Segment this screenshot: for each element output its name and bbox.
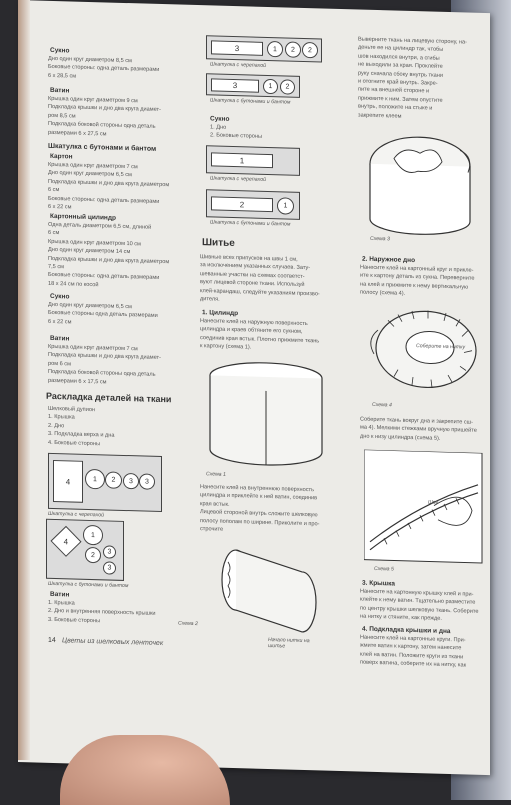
section-title: 3. Крышка bbox=[362, 579, 396, 588]
text-line: шеванные участки на схемах соответст- bbox=[200, 270, 305, 280]
text-line: закрепите клеем bbox=[358, 112, 402, 120]
text-line: Подкладка крышки и дно два круга диамет- bbox=[48, 352, 161, 362]
list-item: 2. Дно bbox=[48, 422, 65, 430]
section-title: Картонный цилиндр bbox=[50, 212, 116, 222]
text-line: ром 6 см bbox=[48, 360, 71, 368]
text-line: ром 8,5 см bbox=[48, 112, 76, 120]
text-block bbox=[48, 95, 198, 141]
text-block bbox=[360, 264, 485, 301]
text-block bbox=[360, 416, 485, 445]
figure-caption: Шкатулка с черепахой bbox=[48, 510, 104, 519]
text-line: 6 x 22 см bbox=[48, 318, 72, 326]
section-title: Сукно bbox=[210, 115, 230, 123]
text-line: Дно один круг диаметром 14 см bbox=[48, 247, 131, 256]
list-item: 3. Подкладка верха и дна bbox=[48, 431, 115, 439]
text-line: полосу (схема 4). bbox=[360, 289, 406, 298]
text-line: Выверните ткань на лицевую сторону, на- bbox=[358, 36, 467, 46]
text-block bbox=[48, 221, 198, 292]
layout-diagram-bow bbox=[46, 519, 124, 581]
text-block bbox=[48, 301, 198, 330]
text-line: Нанесите клей на наружную поверхность bbox=[200, 318, 308, 328]
text-line: по центру крышки шелковую ткань. Соберите bbox=[360, 605, 479, 615]
figure-caption: Шкатулка с бутонами и бантом bbox=[210, 219, 291, 228]
piece-circle: 2 bbox=[285, 41, 301, 57]
text-line: жмите ватин к картону, затем нанесите bbox=[360, 642, 462, 652]
book-spine bbox=[18, 0, 30, 760]
piece-side: 3 bbox=[211, 78, 259, 92]
figure-note: Шов bbox=[428, 499, 439, 506]
book-page bbox=[18, 0, 490, 775]
layout-diagram-felt-turtle-2 bbox=[206, 145, 300, 176]
footer-title: Цветы из шелковых ленточек bbox=[62, 637, 164, 648]
text-line: Крышка один круг диаметром 10 см bbox=[48, 238, 141, 248]
fabric-tube-illustration bbox=[214, 539, 324, 642]
text-block bbox=[200, 483, 345, 537]
section-title: Ватин bbox=[50, 334, 70, 343]
piece-circle: 2 bbox=[105, 471, 122, 488]
text-line: клей-карандаш, следуйте указаниям произво- bbox=[200, 287, 320, 298]
piece-circle: 1 bbox=[263, 79, 278, 94]
text-line: Шивные всех припусков на швы 1 см, bbox=[200, 254, 298, 263]
piece-circle: 2 bbox=[280, 79, 295, 94]
text-block bbox=[200, 317, 345, 355]
text-line: руку сначала сбоку внутрь ткани bbox=[358, 70, 443, 79]
text-line: 6 см bbox=[48, 187, 60, 194]
piece-circle: 1 bbox=[267, 41, 283, 57]
text-line: за исключением указанных случаев. Зату- bbox=[200, 262, 311, 272]
piece-circle: 1 bbox=[277, 197, 294, 214]
piece-circle: 3 bbox=[123, 473, 139, 489]
section-title: Сукно bbox=[50, 292, 70, 301]
piece-label: 4 bbox=[63, 536, 69, 546]
section-title: Сукно bbox=[50, 46, 70, 55]
piece-circle: 3 bbox=[139, 473, 155, 489]
piece-circle: 1 bbox=[83, 525, 103, 546]
text-line: Боковые стороны: одна деталь размерами bbox=[48, 195, 160, 205]
text-line: Одна деталь диаметром 6,5 см, длиной bbox=[48, 221, 152, 231]
layout-diagram-felt-bow-2 bbox=[206, 189, 300, 220]
list-item: 1. Крышка bbox=[48, 414, 75, 421]
piece-circle: 3 bbox=[103, 561, 116, 574]
text-line: Соберите ткань вокруг дна и закрепите сш- bbox=[360, 416, 474, 426]
text-line: цилиндра и приклейте к ней ватин, соединив bbox=[200, 492, 318, 502]
figure-caption: Шкатулка с черепахой bbox=[210, 61, 266, 69]
text-line: к картону (схема 1). bbox=[200, 343, 252, 351]
section-title: 1. Цилиндр bbox=[202, 309, 239, 318]
layout-diagram-turtle bbox=[48, 453, 162, 512]
text-line: деньте ее на цилиндр так, чтобы bbox=[358, 44, 444, 54]
text-line: 6 см bbox=[48, 230, 60, 237]
text-block bbox=[358, 35, 483, 123]
text-line: Лицевой стороной внутрь сложите шелковую bbox=[200, 509, 318, 519]
text-line: Крышка один круг диаметром 7 см bbox=[48, 343, 138, 353]
text-line: Крышка один круг диаметром 7 см bbox=[48, 161, 138, 171]
text-line: внутрь, положите на стыке и bbox=[358, 103, 433, 112]
text-line: Нанесите клей на картонный круг и прикле- bbox=[360, 264, 474, 274]
text-block bbox=[360, 588, 490, 625]
text-line: 6 x 28,5 см bbox=[48, 72, 77, 80]
text-line: Дно один круг диаметром 8,5 см bbox=[48, 55, 132, 65]
scheme4-illustration bbox=[368, 300, 483, 403]
text-line: дителя. bbox=[200, 296, 220, 303]
text-line: Дно один круг диаметром 6,5 см bbox=[48, 170, 132, 179]
section-title: 4. Подкладка крышки и дна bbox=[362, 625, 451, 636]
piece-diamond bbox=[50, 526, 81, 557]
piece-side: 3 bbox=[211, 40, 263, 55]
text-line: Крышка один круг диаметром 9 см bbox=[48, 95, 138, 105]
piece-side: 2 bbox=[211, 196, 273, 212]
layout-diagram-felt-bow bbox=[206, 73, 300, 98]
text-line: Подкладка крышки и дно два круга диаметром bbox=[48, 255, 170, 265]
text-line: Подкладка крышки и дно два круга диамет- bbox=[48, 104, 161, 114]
text-line: Подкладка крышки и дно два круга диаметром bbox=[48, 178, 170, 189]
text-line: Дно один круг диаметром 6,5 см bbox=[48, 301, 132, 311]
text-line: на клей и прижмите к нему вертикальную bbox=[360, 281, 469, 291]
text-line: вуют лицевой стороне ткани. Используй bbox=[200, 279, 305, 289]
text-line: 18 x 24 см по косой bbox=[48, 280, 99, 289]
text-line: цилиндра и краев обтяните его сукном, bbox=[200, 326, 303, 336]
text-line: клей на ватин. Положите круги из ткани bbox=[360, 651, 464, 661]
figure-caption: Шкатулка с черепахой bbox=[210, 175, 266, 183]
text-line: дно к низу цилиндра (схема 5). bbox=[360, 433, 441, 442]
text-line: 2. Дно и внутренняя поверхность крышки bbox=[48, 608, 156, 618]
text-line: 3. Боковые стороны bbox=[48, 616, 101, 625]
text-line: пите на внешней стороне и bbox=[358, 86, 430, 95]
text-line: размерами 6 x 27,5 см bbox=[48, 129, 107, 138]
cylinder-illustration bbox=[206, 357, 326, 470]
text-line: полосу пополам по ширине. Приколите и про- bbox=[200, 517, 320, 528]
heading: Шкатулка с бутонами и бантом bbox=[48, 142, 157, 153]
piece-circle: 1 bbox=[85, 469, 105, 490]
piece-circle: 2 bbox=[85, 547, 101, 563]
text-line: размерами 6 x 17,5 см bbox=[48, 377, 107, 386]
figure-caption: Схема 2 bbox=[178, 620, 198, 628]
section-title: 2. Наружное дно bbox=[362, 255, 416, 265]
text-line: ма 4). Мелкими стежками вручную пришейте bbox=[360, 424, 477, 435]
figure-note: Соберите на нитку bbox=[416, 343, 466, 351]
figure-caption: Схема 5 bbox=[374, 565, 394, 573]
text-line: шов находился внутри, а сгибы bbox=[358, 53, 440, 62]
text-line: 1. Крышка bbox=[48, 599, 75, 607]
text-line: поверх ватина, соберите их на нитку, как bbox=[360, 659, 467, 669]
piece-side: 4 bbox=[53, 460, 83, 503]
piece-circle: 3 bbox=[103, 545, 116, 558]
list-title: Шелковый дупион bbox=[48, 405, 96, 414]
text-line: и отогните край внутрь. Закре- bbox=[358, 78, 438, 87]
text-line: соединив края встык. Плотно прижмите ткань bbox=[200, 334, 320, 345]
layout-diagram-felt-turtle bbox=[206, 35, 322, 62]
figure-caption: Схема 1 bbox=[206, 471, 226, 478]
list-item: 4. Боковые стороны bbox=[48, 439, 101, 447]
figure-caption: Шкатулка с бутонами и бантом bbox=[210, 97, 291, 106]
scheme3-illustration bbox=[364, 124, 484, 237]
text-line: 2. Боковые стороны bbox=[210, 132, 263, 141]
text-line: Боковые стороны: одна деталь размерами bbox=[48, 64, 160, 74]
text-block bbox=[48, 599, 198, 628]
figure-caption: Схема 3 bbox=[370, 235, 390, 243]
figure-note: Начало нитки на шитье bbox=[268, 636, 310, 650]
list-block bbox=[48, 405, 198, 451]
text-block bbox=[200, 253, 345, 307]
heading: Раскладка деталей на ткани bbox=[46, 390, 172, 405]
text-line: 7,5 см bbox=[48, 263, 64, 271]
heading: Шитье bbox=[202, 237, 235, 250]
text-line: не выходили за края. Проклейте bbox=[358, 61, 443, 71]
text-line: Подкладка боковой стороны одна деталь bbox=[48, 121, 156, 131]
section-title: Картон bbox=[50, 152, 73, 161]
section-title: Ватин bbox=[50, 590, 70, 599]
text-block bbox=[48, 55, 198, 84]
text-line: ите к картону деталь из сукна. Переверните bbox=[360, 272, 475, 283]
text-line: 1. Дно bbox=[210, 124, 227, 131]
text-line: Подкладка боковой стороны одна деталь bbox=[48, 369, 156, 379]
figure-caption: Схема 4 bbox=[372, 401, 392, 409]
text-line: Нанесите клей на внутреннюю поверхность bbox=[200, 484, 314, 494]
piece-side: 1 bbox=[211, 152, 273, 168]
text-line: Нанесите на картонную крышку клей и при- bbox=[360, 588, 474, 598]
piece-circle: 2 bbox=[302, 42, 318, 58]
figure-caption: Шкатулка с бутонами и бантом bbox=[48, 580, 129, 590]
text-line: на нитку и стяните, как прежде. bbox=[360, 613, 442, 623]
section-title: Ватин bbox=[50, 86, 70, 95]
text-line: Нанесите клей на картонные круги. При- bbox=[360, 634, 466, 644]
text-line: строчите bbox=[200, 526, 224, 533]
text-block bbox=[210, 123, 320, 143]
text-block bbox=[360, 634, 490, 671]
text-line: прижмите к ним. Затем опустите bbox=[358, 95, 443, 104]
text-block bbox=[48, 343, 198, 389]
text-line: Боковые стороны одна деталь размерами bbox=[48, 310, 158, 320]
scheme5-illustration bbox=[364, 450, 484, 565]
text-line: клейте к нему ватин. Тщательно разместите bbox=[360, 596, 476, 607]
text-line: Боковые стороны: одна деталь размерами bbox=[48, 272, 160, 282]
page-number: 14 bbox=[48, 636, 56, 645]
text-line: края встык. bbox=[200, 500, 230, 508]
text-line: 6 x 22 см bbox=[48, 203, 72, 211]
text-block bbox=[48, 161, 198, 216]
